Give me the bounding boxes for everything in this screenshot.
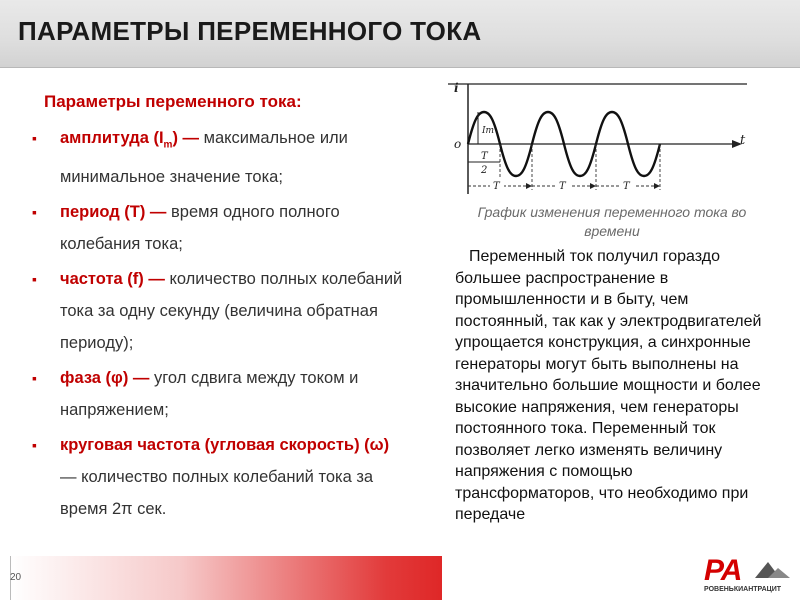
bullet-marker: ▪ xyxy=(32,437,37,454)
bullet-text: максимальное или минимальное значение тока; xyxy=(60,129,348,187)
bullet-angular-frequency xyxy=(30,429,410,525)
title-bar xyxy=(0,0,800,68)
slide-title: ПАРАМЕТРЫ ПЕРЕМЕННОГО ТОКА xyxy=(18,16,482,46)
amplitude-label: Im xyxy=(482,126,495,136)
logo-subtitle: РОВЕНЬКИАНТРАЦИТ xyxy=(704,586,782,593)
arrow-head xyxy=(590,183,596,189)
bullet-text: количество полных колебаний тока за одну секунду (величина обратная периоду); xyxy=(60,270,403,353)
bullet-term: период (T) — xyxy=(60,203,167,222)
bullet-marker: ▪ xyxy=(32,370,37,387)
body-paragraph-text: Переменный ток получил гораздо большее распространение в промышленности и в быту, чем постоянный, так как у электродвигателей упрощается конструкция, а синхронные генераторы могут быть выполнены на значительно большие мощности и более высокие напряжения, чем генераторы постоянного тока. Переменный ток позволяет легко изменять величину напряжения с помощью трансформаторов, что необходимо при передаче xyxy=(455,248,762,523)
bullet-period xyxy=(30,196,410,260)
bullet-term: амплитуда $(I_m)$ — xyxy=(60,129,200,151)
origin-label: o xyxy=(454,137,462,151)
bullet-text: — количество полных колебаний тока за время 2π сек. xyxy=(60,468,374,519)
bullet-phase xyxy=(30,362,410,426)
period-label-3: T xyxy=(623,181,630,192)
bullet-list xyxy=(30,122,410,525)
axis-i-label: i xyxy=(454,81,459,95)
bullet-marker: ▪ xyxy=(32,204,37,221)
half-period-bottom: 2 xyxy=(481,165,488,176)
page-number: 20 xyxy=(10,572,22,583)
arrow-head xyxy=(654,183,660,189)
company-logo xyxy=(700,548,795,598)
arrow-head xyxy=(526,183,532,189)
section-heading: Параметры переменного тока: xyxy=(44,92,302,111)
bullet-frequency xyxy=(30,263,410,359)
bullet-term: круговая частота (угловая скорость) (ω) xyxy=(60,436,390,455)
footer-text-backdrop xyxy=(442,556,704,600)
bullet-text: время одного полного колебания тока; xyxy=(60,203,340,254)
bullet-term: частота (f) — xyxy=(60,270,165,289)
bullet-term: фаза (φ) — xyxy=(60,369,150,388)
logo-brand-text: PA xyxy=(704,554,742,587)
period-label-1: T xyxy=(493,181,500,192)
bullet-text: угол сдвига между током и напряжением; xyxy=(60,369,359,420)
graph-caption: График изменения переменного тока во времени xyxy=(477,204,747,239)
bullet-amplitude xyxy=(30,122,410,193)
period-label-2: T xyxy=(559,181,566,192)
axis-t-label: t xyxy=(740,133,746,148)
half-period-top: T xyxy=(481,151,488,162)
ac-current-graph xyxy=(442,78,772,208)
bullet-marker: ▪ xyxy=(32,130,37,146)
bullet-marker: ▪ xyxy=(32,271,37,288)
body-paragraph xyxy=(455,246,770,526)
